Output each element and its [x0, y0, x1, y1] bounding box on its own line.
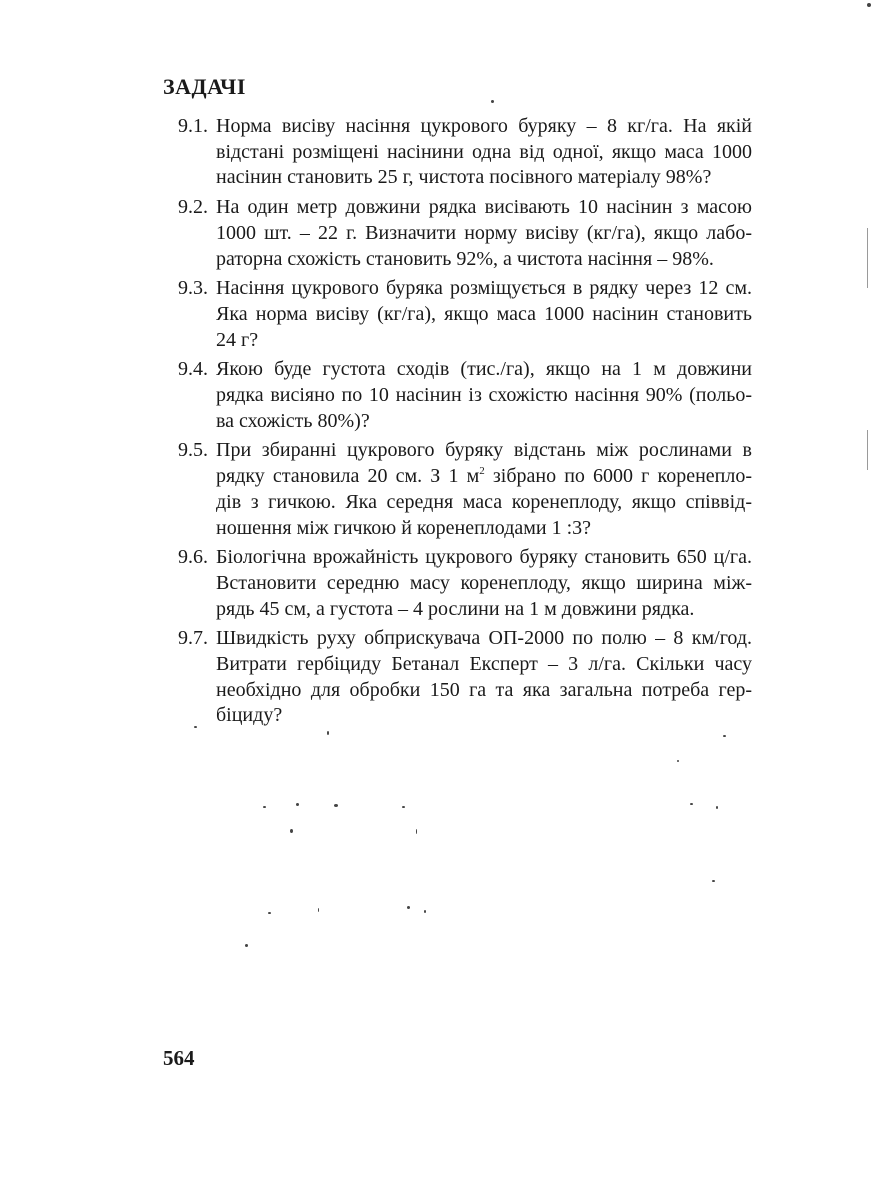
scan-speck: [416, 829, 417, 834]
scan-edge-mark: [867, 430, 868, 470]
problem-line: раторна схожість становить 92%, а чистота насіння – 98%.: [216, 247, 714, 270]
problem-line: Біологічна врожайність цукрового буряку становить 650 ц/га.: [216, 546, 752, 569]
scan-speck: [712, 880, 715, 882]
problem-line: дів з гичкою. Яка середня маса коренеплоду, якщо співвід-: [216, 490, 752, 513]
problem-number: 9.1.: [178, 115, 208, 137]
problem-line: ва схожість 80%)?: [216, 409, 370, 432]
superscript: 2: [479, 465, 485, 478]
scan-speck: [194, 726, 197, 728]
scan-speck: [402, 806, 405, 808]
scan-speck: [245, 944, 248, 947]
problem-line: рядка висіяно по 10 насінин із схожістю насіння 90% (польо-: [216, 384, 752, 407]
problem-line: Яка норма висіву (кг/га), якщо маса 1000 насінин становить: [216, 302, 752, 325]
problem-line: Витрати гербіциду Бетанал Експерт – 3 л/га. Скільки часу: [216, 653, 752, 676]
scan-speck: [268, 912, 271, 914]
problem-line-part: рядку становила 20 см. З 1 м: [216, 465, 480, 488]
problem-text: [216, 438, 752, 541]
scan-speck: [290, 829, 293, 833]
scan-speck: [690, 803, 693, 805]
problem-item: [178, 114, 752, 191]
problem-line: відстані розміщені насінини одна від одної, якщо маса 1000: [216, 140, 752, 163]
problem-number: 9.6.: [178, 546, 208, 569]
problem-line-part: зібрано по 6000 г коренепло-: [492, 465, 753, 488]
problem-line: ношення між гичкою й коренеплодами 1 :3?: [216, 516, 592, 539]
problem-line: Якою буде густота сходів (тис./га), якщо на 1 м довжини: [216, 358, 752, 381]
problem-line: Норма висіву насіння цукрового буряку – 8 кг/га. На якій: [216, 115, 752, 137]
problem-line: 24 г?: [216, 328, 259, 351]
problem-text: [216, 545, 752, 622]
scan-speck: [867, 3, 871, 7]
scan-speck: [263, 806, 266, 808]
scan-speck: [296, 803, 299, 806]
scan-speck: [723, 735, 726, 737]
scan-speck: [677, 760, 679, 762]
problem-line: рядь 45 см, а густота – 4 рослини на 1 м довжини рядка.: [216, 597, 695, 620]
problem-line: Швидкість руху обприскувача ОП-2000 по полю – 8 км/год.: [216, 627, 752, 650]
scan-speck: [318, 908, 319, 912]
problem-line: Насіння цукрового буряка розміщується в рядку через 12 см.: [216, 277, 752, 300]
problem-item: [178, 276, 752, 353]
problem-line: На один метр довжини рядка висівають 10 насінин з масою: [216, 196, 752, 219]
problem-line: насінин становить 25 г, чистота посівного матеріалу 98%?: [216, 166, 712, 189]
scan-speck: [334, 804, 338, 807]
problem-number: 9.3.: [178, 277, 208, 300]
problem-text: [216, 357, 752, 434]
scan-speck: [716, 806, 718, 809]
problem-number: 9.2.: [178, 196, 208, 219]
scan-speck: [327, 731, 329, 735]
problem-line: 1000 шт. – 22 г. Визначити норму висіву (кг/га), якщо лабо-: [216, 221, 752, 244]
problem-line: необхідно для обробки 150 га та яка загальна потреба гер-: [216, 678, 752, 701]
problem-number: 9.7.: [178, 627, 208, 650]
problem-item: [178, 626, 752, 729]
problem-line-composite: [216, 464, 752, 490]
problem-line: Встановити середню масу коренеплоду, якщо ширина між-: [216, 571, 752, 594]
problem-item: [178, 545, 752, 622]
section-heading: ЗАДАЧІ: [163, 74, 246, 99]
scan-speck: [424, 910, 426, 913]
problem-item: [178, 195, 752, 272]
page-number: 564: [163, 1046, 195, 1070]
problem-line: біциду?: [216, 704, 283, 727]
problem-text: [216, 195, 752, 272]
problem-text: [216, 276, 752, 353]
problem-list: [178, 114, 752, 733]
problem-item: [178, 357, 752, 434]
problem-number: 9.5.: [178, 439, 208, 462]
scan-edge-mark: [867, 228, 868, 288]
scan-speck: [407, 906, 410, 909]
scan-speck: [491, 100, 494, 103]
problem-text: [216, 626, 752, 729]
problem-line: При збиранні цукрового буряку відстань між рослинами в: [216, 439, 752, 462]
problem-item: [178, 438, 752, 541]
problem-text: [216, 114, 752, 191]
problem-number: 9.4.: [178, 358, 208, 381]
